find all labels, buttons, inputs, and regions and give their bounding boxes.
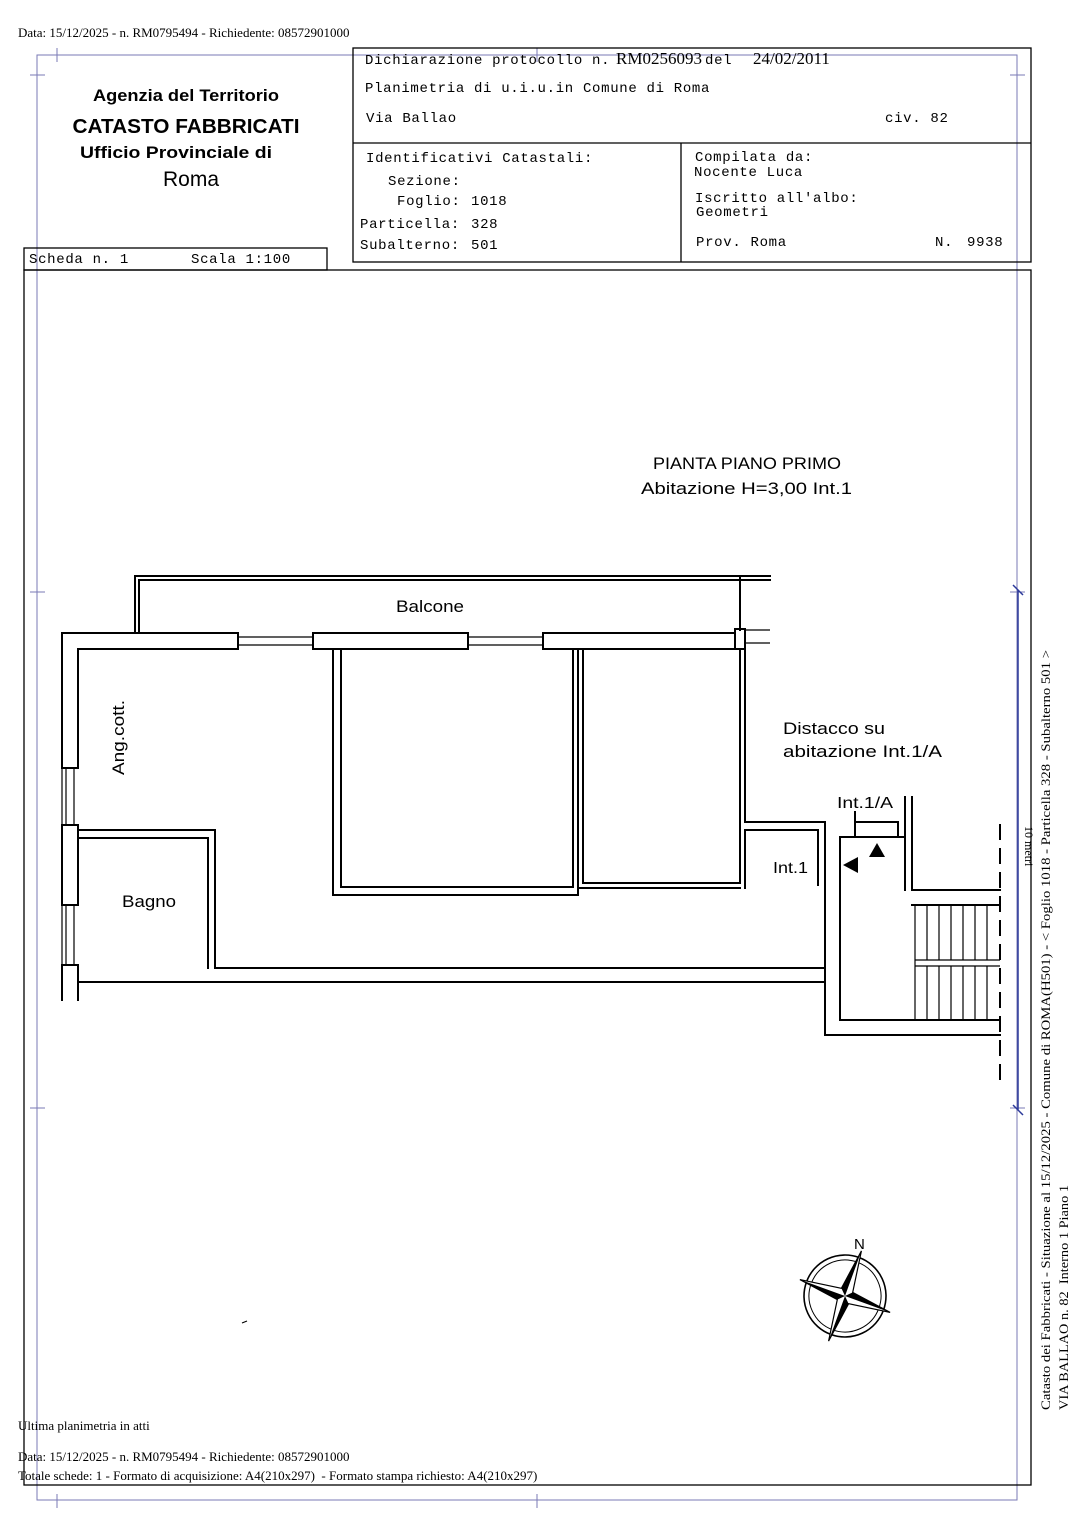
declaration-plan-of: Planimetria di u.i.u.in Comune di Roma [365,81,711,97]
footer-status: Ultima planimetria in atti [18,1418,150,1433]
declaration-street: Via Ballao [366,111,457,127]
footer-totals: Totale schede: 1 - Formato di acquisizione: A4(210x297) - Formato stampa richiesto: A4(210x297) [18,1468,538,1483]
label-bathroom: Bagno [122,892,176,911]
side-text-address: VIA BALLAO n. 82 Interno 1 Piano 1 [1056,1205,1071,1410]
subalterno-value: 501 [471,238,499,254]
label-balcony: Balcone [396,597,464,616]
office-name: Ufficio Provinciale di [80,143,272,162]
sheet-number: Scheda n. 1 [29,252,129,268]
scale-bar-label: 10 metri [1022,826,1036,867]
label-corner: Ang.cott. [109,707,128,775]
plan-subtitle: Abitazione H=3,00 Int.1 [641,479,852,498]
label-note-line1: Distacco su [783,719,885,738]
foglio-value: 1018 [471,194,508,210]
compiler-province: Prov. Roma [696,235,787,251]
declaration-prefix: Dichiarazione protocollo n. [365,53,611,69]
compiler-label: Compilata da: [695,150,814,166]
side-text-situation: Catasto dei Fabbricati - Situazione al 15/12/2025 - Comune di ROMA(H501) - < Foglio 1018 - Particella 328 - Subalterno 501 > [1038,739,1053,1410]
sezione-label: Sezione: [388,174,461,190]
particella-label: Particella: [360,217,460,233]
register-name: CATASTO FABBRICATI [72,116,300,138]
print-header: Data: 15/12/2025 - n. RM0795494 - Richiedente: 08572901000 [18,25,350,40]
plan-title: PIANTA PIANO PRIMO [653,454,841,473]
register-value: Geometri [696,205,769,221]
register-label: Iscritto all'albo: [695,191,859,207]
compiler-number-label: N. [935,235,954,251]
subalterno-label: Subalterno: [360,238,460,254]
declaration-date: 24/02/2011 [753,49,830,68]
label-note-line2: abitazione Int.1/A [783,742,943,761]
compiler-number: 9938 [967,235,1004,251]
north-label: N [854,1236,865,1253]
agency-name: Agenzia del Territorio [93,86,279,105]
foglio-label: Foglio: [397,194,461,210]
particella-value: 328 [471,217,499,233]
compiler-name: Nocente Luca [694,165,803,181]
declaration-del: del [705,53,733,69]
label-entrance-1a: Int.1/A [837,795,894,812]
declaration-civic: civ. 82 [885,111,949,127]
declaration-protocol: RM0256093 [616,49,702,68]
footer-print-info: Data: 15/12/2025 - n. RM0795494 - Richiedente: 08572901000 [18,1449,350,1464]
sheet-scale: Scala 1:100 [191,252,291,268]
office-city: Roma [163,168,220,191]
identifiers-title: Identificativi Catastali: [366,151,594,167]
label-entrance-1: Int.1 [773,860,809,877]
